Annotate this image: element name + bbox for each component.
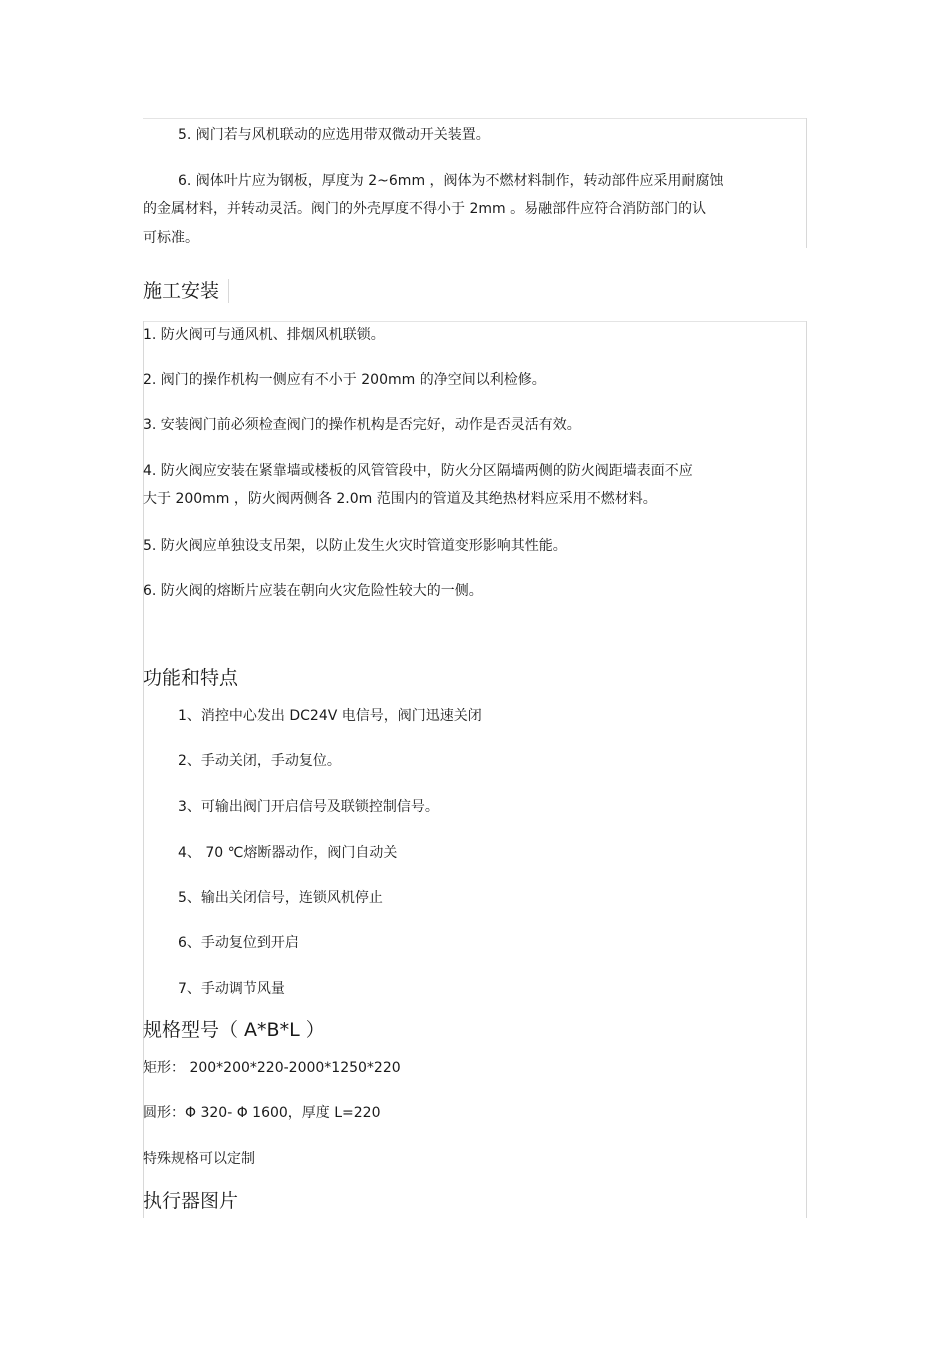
install-item-4-line-1: 4. 防火阀应安装在紧靠墙或楼板的风管管段中，防火分区隔墙两侧的防火阀距墙表面不应 bbox=[143, 463, 693, 479]
req-item-5: 5. 阀门若与风机联动的应选用带双微动开关装置。 bbox=[178, 127, 490, 143]
install-table-top-border bbox=[143, 321, 807, 322]
install-item-3: 3. 安装阀门前必须检查阀门的操作机构是否完好，动作是否灵活有效。 bbox=[143, 417, 581, 433]
feature-item-7: 7、手动调节风量 bbox=[178, 981, 285, 997]
install-table-right-border bbox=[806, 321, 807, 1218]
spec-custom: 特殊规格可以定制 bbox=[143, 1151, 255, 1167]
features-heading: 功能和特点 bbox=[143, 667, 239, 689]
top-table-border bbox=[143, 118, 807, 119]
spec-rect: 矩形： 200*200*220-2000*1250*220 bbox=[143, 1060, 401, 1076]
feature-item-1: 1、消控中心发出 DC24V 电信号，阀门迅速关闭 bbox=[178, 708, 482, 724]
install-item-6: 6. 防火阀的熔断片应装在朝向火灾危险性较大的一侧。 bbox=[143, 583, 483, 599]
feature-item-5: 5、输出关闭信号，连锁风机停止 bbox=[178, 890, 383, 906]
spec-round: 圆形：Φ 320- Φ 1600，厚度 L=220 bbox=[143, 1105, 381, 1121]
feature-item-4: 4、 70 ℃熔断器动作，阀门自动关 bbox=[178, 845, 398, 861]
spec-heading: 规格型号（ A*B*L ） bbox=[143, 1019, 325, 1041]
feature-item-3: 3、可输出阀门开启信号及联锁控制信号。 bbox=[178, 799, 439, 815]
req-item-6-line-3: 可标准。 bbox=[143, 230, 199, 246]
feature-item-6: 6、手动复位到开启 bbox=[178, 935, 299, 951]
req-item-6-line-1: 6. 阀体叶片应为钢板，厚度为 2~6mm ，阀体为不燃材料制作，转动部件应采用耐腐蚀 bbox=[178, 173, 724, 189]
install-item-2: 2. 阀门的操作机构一侧应有不小于 200mm 的净空间以利检修。 bbox=[143, 372, 546, 388]
install-item-4-line-2: 大于 200mm ，防火阀两侧各 2.0m 范围内的管道及其绝热材料应采用不燃材料。 bbox=[143, 491, 657, 507]
install-heading: 施工安装 bbox=[143, 280, 220, 302]
install-item-1: 1. 防火阀可与通风机、排烟风机联锁。 bbox=[143, 327, 385, 343]
install-table-left-border bbox=[143, 321, 144, 1218]
req-item-6-line-2: 的金属材料，并转动灵活。阀门的外壳厚度不得小于 2mm 。易融部件应符合消防部门的认 bbox=[143, 201, 707, 217]
actuator-heading: 执行器图片 bbox=[143, 1190, 239, 1212]
feature-item-2: 2、手动关闭，手动复位。 bbox=[178, 753, 341, 769]
install-item-5: 5. 防火阀应单独设支吊架，以防止发生火灾时管道变形影响其性能。 bbox=[143, 538, 567, 554]
top-table-right-border bbox=[806, 118, 807, 248]
heading-box-right-border bbox=[228, 279, 229, 303]
